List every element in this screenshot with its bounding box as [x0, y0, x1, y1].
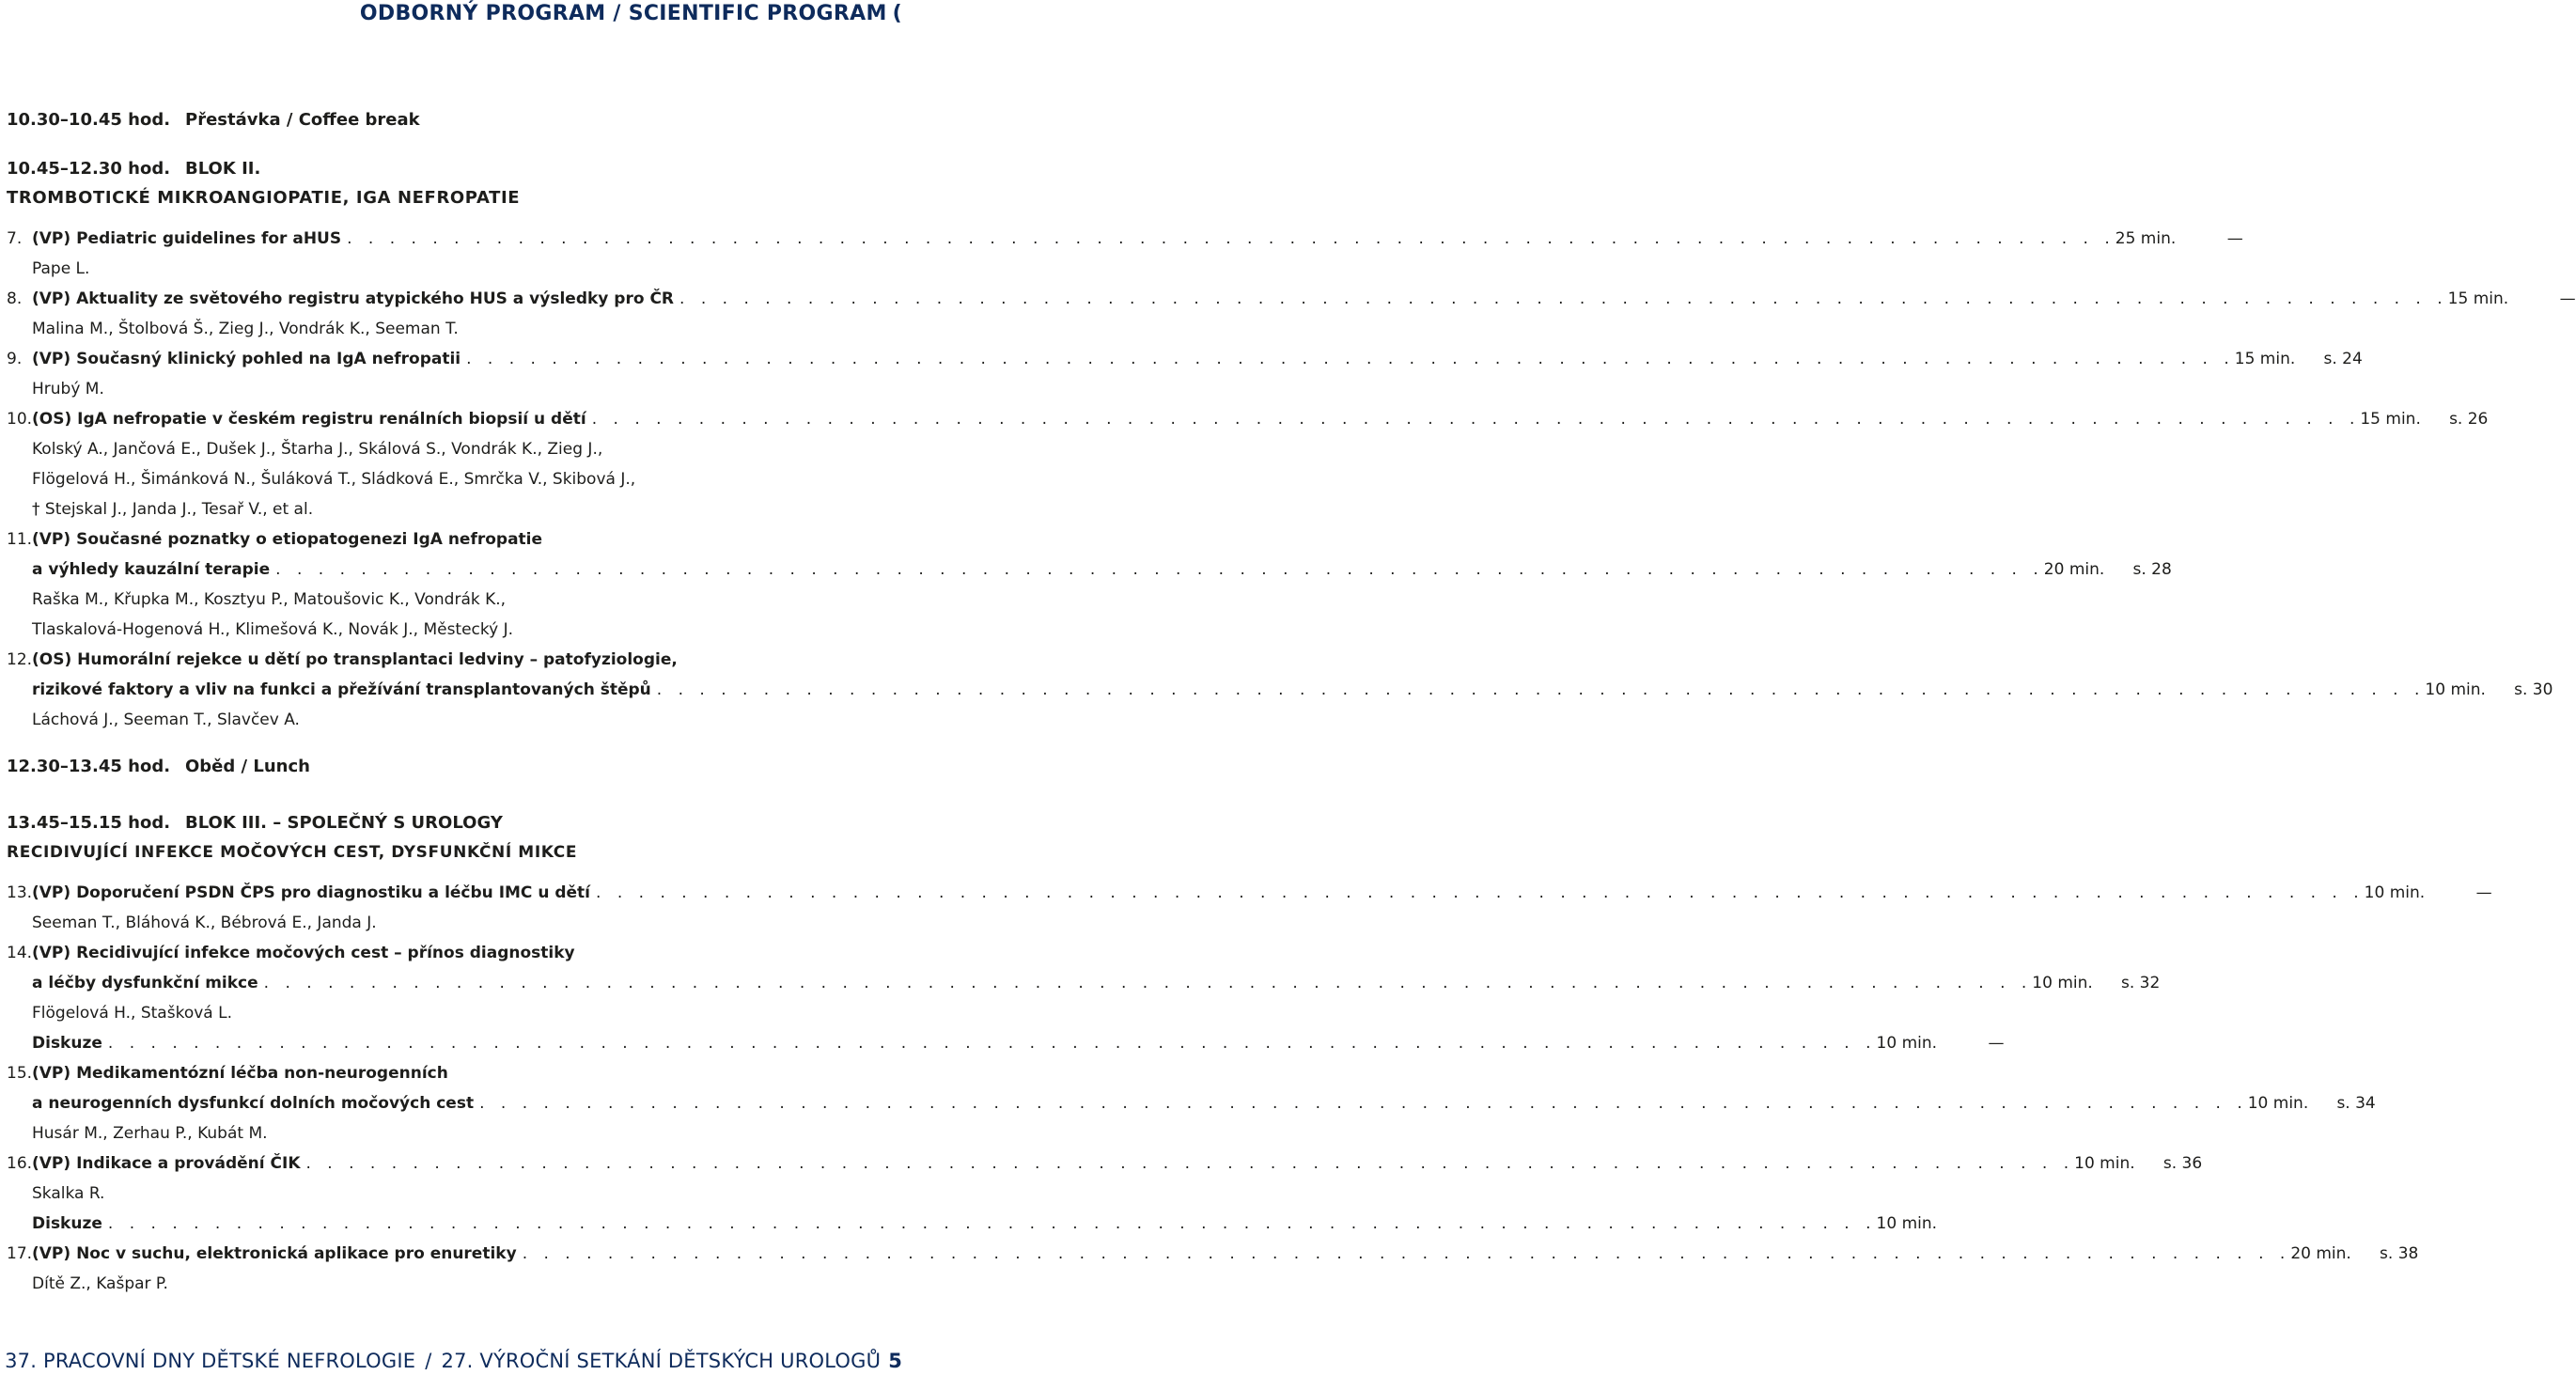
item-authors: Seeman T., Bláhová K., Bébrová E., Janda J. — [32, 914, 377, 932]
item-body — [32, 284, 2510, 314]
program-item-line — [7, 968, 2161, 998]
item-number: 11. — [7, 530, 33, 549]
item-page: s. 34 — [2336, 1094, 2376, 1113]
program-item — [7, 344, 2363, 404]
leader-dots: . . . . . . . . . . . . . . . . . . . . . . . . . . . . . . . . . . . . . . . . . . . . . . . . . . . . . . . . . . . . . . . . . . . . . . . . . . . . . . . . . . . — [591, 410, 2361, 429]
program-item-line — [7, 1209, 1938, 1239]
item-authors: Husár M., Zerhau P., Kubát M. — [32, 1124, 268, 1143]
item-body — [32, 1118, 881, 1148]
item-body — [32, 615, 881, 645]
program-item-line — [7, 1028, 2005, 1058]
item-authors: Malina M., Štolbová Š., Zieg J., Vondrák K., Seeman T. — [32, 320, 459, 338]
item-body — [32, 314, 881, 344]
item-page: s. 28 — [2132, 560, 2172, 579]
program-item-line — [7, 878, 2492, 908]
item-authors: Raška M., Křupka M., Kosztyu P., Matoušovic K., Vondrák K., — [32, 590, 507, 609]
item-title: a neurogenních dysfunkcí dolních močových cest — [32, 1094, 475, 1113]
item-body — [32, 908, 881, 938]
item-number: 9. — [7, 350, 23, 368]
program-item-line — [7, 645, 881, 675]
page-number: 5 — [888, 1350, 902, 1372]
item-number: 10. — [7, 410, 33, 429]
item-page: — — [1988, 1034, 2005, 1053]
session-block-3 — [7, 808, 881, 838]
item-duration: 15 min. — [2360, 410, 2421, 429]
session-label: Oběd / Lunch — [185, 757, 310, 776]
item-title: (VP) Současné poznatky o etiopatogenezi IgA nefropatie — [32, 530, 543, 549]
session-label: BLOK II. — [185, 159, 261, 179]
item-body — [32, 645, 815, 675]
program-item — [7, 224, 2243, 284]
item-body — [32, 878, 2427, 908]
item-duration: 25 min. — [2115, 229, 2177, 248]
item-body — [32, 1209, 1939, 1239]
item-authors-line — [7, 314, 881, 344]
block-3-subtitle: RECIDIVUJÍCÍ INFEKCE MOČOVÝCH CEST, DYSFUNKČNÍ MIKCE — [7, 843, 578, 862]
item-body — [32, 1239, 2352, 1269]
program-item — [7, 284, 2576, 344]
item-body — [32, 705, 881, 735]
leader-dots: . . . . . . . . . . . . . . . . . . . . . . . . . . . . . . . . . . . . . . . . . . . . . . . . . . . . . . . . . . . . . . . . . . . . . . . . . . . . . . . . . . . — [656, 680, 2426, 699]
item-body — [32, 1058, 815, 1088]
footer-separator: / — [425, 1350, 432, 1372]
item-title: Diskuze — [32, 1214, 102, 1233]
program-item-line — [7, 224, 2243, 254]
item-body — [32, 938, 815, 968]
session-time: 12.30–13.45 hod. — [7, 757, 171, 776]
program-item — [7, 1028, 2005, 1058]
item-authors-line — [7, 434, 881, 464]
item-body — [32, 224, 2178, 254]
item-page: s. 38 — [2380, 1244, 2419, 1263]
program-item — [7, 645, 2553, 735]
program-item-line — [7, 1239, 2419, 1269]
program-item-line — [7, 404, 2489, 434]
program-item — [7, 524, 2172, 645]
program-item — [7, 878, 2492, 938]
leader-dots: . . . . . . . . . . . . . . . . . . . . . . . . . . . . . . . . . . . . . . . . . . . . . . . . . . . . . . . . . . . . . . . . . . . . . . . . . . . . . . . . . . . — [596, 883, 2365, 902]
item-duration: 15 min. — [2447, 289, 2509, 308]
item-duration: 10 min. — [1876, 1034, 1938, 1053]
item-page: — — [2475, 883, 2492, 902]
item-body — [32, 1269, 881, 1299]
item-title: (VP) Doporučení PSDN ČPS pro diagnostiku a léčbu IMC u dětí — [32, 883, 591, 902]
item-authors-line — [7, 998, 881, 1028]
item-body — [32, 344, 2297, 374]
item-duration: 20 min. — [2290, 1244, 2351, 1263]
program-item-line — [7, 1088, 2376, 1118]
program-item-line — [7, 284, 2576, 314]
leader-dots: . . . . . . . . . . . . . . . . . . . . . . . . . . . . . . . . . . . . . . . . . . . . . . . . . . . . . . . . . . . . . . . . . . . . . . . . . . . . . . . . . . . — [679, 289, 2448, 308]
leader-dots: . . . . . . . . . . . . . . . . . . . . . . . . . . . . . . . . . . . . . . . . . . . . . . . . . . . . . . . . . . . . . . . . . . . . . . . . . . . . . . . . . . . — [275, 560, 2044, 579]
header-title: ODBORNÝ PROGRAM / SCIENTIFIC PROGRAM — [359, 2, 887, 25]
item-number: 8. — [7, 289, 23, 308]
item-number: 14. — [7, 944, 33, 962]
item-authors-line — [7, 908, 881, 938]
program-item — [7, 1148, 2203, 1209]
item-page: s. 36 — [2162, 1154, 2203, 1173]
item-body — [32, 254, 881, 284]
item-title: Diskuze — [32, 1034, 102, 1053]
item-authors: Skalka R. — [32, 1184, 105, 1203]
program-item-line — [7, 344, 2363, 374]
item-authors-line — [7, 1179, 881, 1209]
program-item-line — [7, 675, 2553, 705]
leader-dots: . . . . . . . . . . . . . . . . . . . . . . . . . . . . . . . . . . . . . . . . . . . . . . . . . . . . . . . . . . . . . . . . . . . . . . . . . . . . . . . . . . . — [305, 1154, 2075, 1173]
item-number: 15. — [7, 1064, 33, 1083]
program-item — [7, 404, 2489, 524]
program-content — [7, 105, 2576, 1299]
program-item — [7, 1239, 2419, 1299]
item-authors-line — [7, 1118, 881, 1148]
item-title: (VP) Pediatric guidelines for aHUS — [32, 229, 342, 248]
item-body — [32, 524, 815, 555]
session-label: Přestávka / Coffee break — [185, 110, 420, 130]
item-number: 13. — [7, 883, 33, 902]
leader-dots: . . . . . . . . . . . . . . . . . . . . . . . . . . . . . . . . . . . . . . . . . . . . . . . . . . . . . . . . . . . . . . . . . . . . . . . . . . . . . . . . . . . — [107, 1214, 1877, 1233]
item-authors: Hrubý M. — [32, 380, 104, 398]
item-authors: Flögelová H., Stašková L. — [32, 1004, 232, 1023]
item-duration: 10 min. — [2247, 1094, 2309, 1113]
item-duration: 15 min. — [2234, 350, 2296, 368]
program-item-line — [7, 524, 881, 555]
block-2-subtitle: TROMBOTICKÉ MIKROANGIOPATIE, IGA NEFROPATIE — [7, 188, 521, 208]
item-body — [32, 464, 881, 494]
page-footer — [0, 1350, 902, 1372]
item-authors: Flögelová H., Šimánková N., Šuláková T., Sládková E., Smrčka V., Skibová J., — [32, 470, 636, 489]
footer-event-nephrology: 37. PRACOVNÍ DNY DĚTSKÉ NEFROLOGIE — [5, 1350, 416, 1372]
item-body — [32, 585, 881, 615]
item-body — [32, 1088, 2310, 1118]
item-body — [32, 968, 2094, 998]
item-body — [32, 434, 881, 464]
item-page: s. 24 — [2323, 350, 2363, 368]
item-duration: 10 min. — [2425, 680, 2486, 699]
leader-dots: . . . . . . . . . . . . . . . . . . . . . . . . . . . . . . . . . . . . . . . . . . . . . . . . . . . . . . . . . . . . . . . . . . . . . . . . . . . . . . . . . . . — [479, 1094, 2248, 1113]
item-page: s. 26 — [2449, 410, 2489, 429]
program-item-line — [7, 1058, 881, 1088]
item-title: (OS) IgA nefropatie v českém registru renálních biopsií u dětí — [32, 410, 586, 429]
item-authors: † Stejskal J., Janda J., Tesař V., et al. — [32, 500, 314, 519]
program-item — [7, 938, 2161, 1028]
item-page: s. 30 — [2514, 680, 2553, 699]
item-title: (OS) Humorální rejekce u dětí po transplantaci ledviny – patofyziologie, — [32, 650, 678, 669]
item-authors: Kolský A., Jančová E., Dušek J., Štarha J., Skálová S., Vondrák K., Zieg J., — [32, 440, 603, 459]
item-title: (VP) Indikace a provádění ČIK — [32, 1154, 301, 1173]
item-authors-line — [7, 705, 881, 735]
program-item-line — [7, 938, 881, 968]
item-authors: Dítě Z., Kašpar P. — [32, 1274, 168, 1293]
item-body — [32, 675, 2487, 705]
session-time: 10.45–12.30 hod. — [7, 159, 171, 179]
item-number: 7. — [7, 229, 23, 248]
item-page: s. 32 — [2121, 974, 2161, 992]
session-coffee-break — [7, 105, 881, 135]
program-item-line — [7, 1148, 2203, 1179]
item-number: 12. — [7, 650, 33, 669]
item-body — [32, 404, 2422, 434]
item-body — [32, 555, 2106, 585]
item-title: a léčby dysfunkční mikce — [32, 974, 258, 992]
item-title: (VP) Noc v suchu, elektronická aplikace pro enuretiky — [32, 1244, 517, 1263]
session-time: 10.30–10.45 hod. — [7, 110, 171, 130]
leader-dots: . . . . . . . . . . . . . . . . . . . . . . . . . . . . . . . . . . . . . . . . . . . . . . . . . . . . . . . . . . . . . . . . . . . . . . . . . . . . . . . . . . . — [466, 350, 2235, 368]
item-number: 17. — [7, 1244, 33, 1263]
page-header — [0, 2, 902, 34]
program-item — [7, 1209, 1938, 1239]
item-page: — — [2226, 229, 2243, 248]
footer-event-urology: 27. VÝROČNÍ SETKÁNÍ DĚTSKÝCH UROLOGŮ — [441, 1350, 882, 1372]
item-authors-line — [7, 494, 881, 524]
item-authors-line — [7, 254, 881, 284]
item-duration: 10 min. — [2074, 1154, 2135, 1173]
item-title: (VP) Recidivující infekce močových cest – přínos diagnostiky — [32, 944, 575, 962]
program-item — [7, 1058, 2376, 1148]
item-authors-line — [7, 374, 881, 404]
header-bracket-mark: ( — [892, 2, 902, 25]
item-authors-line — [7, 615, 881, 645]
item-title: (VP) Současný klinický pohled na IgA nefropatii — [32, 350, 461, 368]
program-item-line — [7, 555, 2172, 585]
item-title: (VP) Aktuality ze světového registru atypického HUS a výsledky pro ČR — [32, 289, 675, 308]
item-authors: Láchová J., Seeman T., Slavčev A. — [32, 711, 300, 729]
item-title: (VP) Medikamentózní léčba non-neurogenních — [32, 1064, 448, 1083]
item-body — [32, 998, 881, 1028]
item-body — [32, 374, 881, 404]
leader-dots: . . . . . . . . . . . . . . . . . . . . . . . . . . . . . . . . . . . . . . . . . . . . . . . . . . . . . . . . . . . . . . . . . . . . . . . . . . . . . . . . . . . — [522, 1244, 2291, 1263]
session-lunch — [7, 752, 881, 782]
item-body — [32, 1179, 881, 1209]
item-title: a výhledy kauzální terapie — [32, 560, 271, 579]
item-page: — — [2559, 289, 2576, 308]
item-duration: 20 min. — [2043, 560, 2105, 579]
session-time: 13.45–15.15 hod. — [7, 813, 171, 833]
item-number: 16. — [7, 1154, 33, 1173]
item-authors-line — [7, 464, 881, 494]
item-duration: 10 min. — [2364, 883, 2426, 902]
item-duration: 10 min. — [1876, 1214, 1938, 1233]
session-block-2 — [7, 154, 881, 184]
item-authors: Pape L. — [32, 259, 90, 278]
program-list-block-2 — [7, 224, 2576, 735]
item-duration: 10 min. — [2032, 974, 2093, 992]
leader-dots: . . . . . . . . . . . . . . . . . . . . . . . . . . . . . . . . . . . . . . . . . . . . . . . . . . . . . . . . . . . . . . . . . . . . . . . . . . . . . . . . . . . — [347, 229, 2115, 248]
item-body — [32, 1148, 2136, 1179]
item-body — [32, 494, 881, 524]
item-title: rizikové faktory a vliv na funkci a přežívání transplantovaných štěpů — [32, 680, 651, 699]
item-authors-line — [7, 1269, 881, 1299]
item-authors: Tlaskalová-Hogenová H., Klimešová K., Novák J., Městecký J. — [32, 620, 514, 639]
program-list-block-3 — [7, 878, 2492, 1299]
leader-dots: . . . . . . . . . . . . . . . . . . . . . . . . . . . . . . . . . . . . . . . . . . . . . . . . . . . . . . . . . . . . . . . . . . . . . . . . . . . . . . . . . . . — [263, 974, 2033, 992]
item-body — [32, 1028, 1939, 1058]
leader-dots: . . . . . . . . . . . . . . . . . . . . . . . . . . . . . . . . . . . . . . . . . . . . . . . . . . . . . . . . . . . . . . . . . . . . . . . . . . . . . . . . . . . — [107, 1034, 1877, 1053]
item-authors-line — [7, 585, 881, 615]
session-label: BLOK III. – SPOLEČNÝ S UROLOGY — [185, 813, 503, 833]
